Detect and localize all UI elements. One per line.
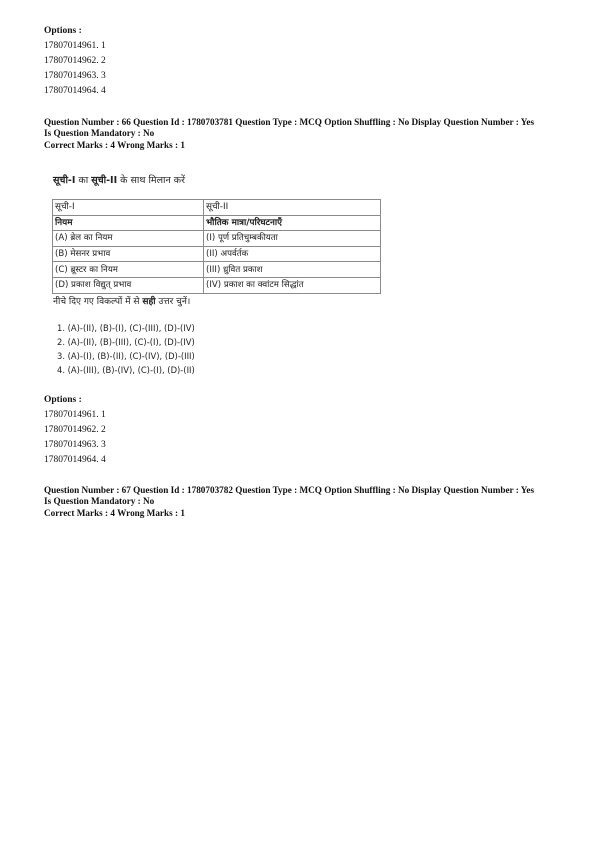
title-instruction: के साथ मिलान करें — [117, 175, 185, 186]
option-line: 17807014961. 1 — [44, 410, 106, 420]
option-line: 17807014963. 3 — [44, 71, 106, 81]
question-meta-line: Question Number : 67 Question Id : 1780703782 Question Type : MCQ Option Shuffling : No Display Question Number : Yes — [44, 485, 535, 495]
answer-instruction — [53, 294, 190, 307]
table-row — [53, 231, 381, 247]
table-cell: (II) अपर्वर्तक — [204, 246, 381, 262]
choice-item: 3. (A)-(I), (B)-(II), (C)-(IV), (D)-(III) — [57, 351, 195, 361]
table-cell: (C) ब्रूस्टर का नियम — [53, 262, 204, 278]
choice-item: 4. (A)-(III), (B)-(IV), (C)-(I), (D)-(II) — [57, 365, 195, 375]
option-line: 17807014962. 2 — [44, 425, 106, 435]
option-line: 17807014962. 2 — [44, 56, 106, 66]
table-cell: नियम — [53, 215, 204, 231]
table-row — [53, 215, 381, 231]
table-cell: (A) ब्रेल का नियम — [53, 231, 204, 247]
table-cell: (I) पूर्ण प्रतिचुम्बकीयता — [204, 231, 381, 247]
table-cell: (III) ध्रुवित प्रकाश — [204, 262, 381, 278]
table-row — [53, 200, 381, 216]
option-line: 17807014963. 3 — [44, 440, 106, 450]
question-mandatory: Is Question Mandatory : No — [44, 496, 155, 506]
question-marks: Correct Marks : 4 Wrong Marks : 1 — [44, 140, 185, 150]
table-cell: (D) प्रकाश विद्युत् प्रभाव — [53, 277, 204, 293]
instruction-text: नीचे दिए गए विकल्पों में से — [53, 297, 143, 307]
options-heading: Options : — [44, 26, 82, 36]
match-table — [52, 199, 381, 294]
table-cell: भौतिक मात्रा/परिघटनाएँ — [204, 215, 381, 231]
question-meta-line: Question Number : 66 Question Id : 1780703781 Question Type : MCQ Option Shuffling : No Display Question Number : Yes — [44, 117, 535, 127]
table-row — [53, 246, 381, 262]
instruction-emphasis: सही — [142, 297, 156, 307]
list-1-label: सूची-I — [53, 175, 76, 186]
option-line: 17807014964. 4 — [44, 86, 106, 96]
table-cell: (B) मेसनर प्रभाव — [53, 246, 204, 262]
table-cell: सूची-I — [53, 200, 204, 216]
title-connector: का — [75, 175, 92, 186]
option-line: 17807014964. 4 — [44, 455, 106, 465]
question-mandatory: Is Question Mandatory : No — [44, 128, 155, 138]
table-row — [53, 262, 381, 278]
option-line: 17807014961. 1 — [44, 41, 106, 51]
table-cell: (IV) प्रकाश का क्वांटम सिद्धांत — [204, 277, 381, 293]
choice-item: 2. (A)-(II), (B)-(III), (C)-(I), (D)-(IV) — [57, 337, 195, 347]
question-marks: Correct Marks : 4 Wrong Marks : 1 — [44, 508, 185, 518]
options-heading: Options : — [44, 395, 82, 405]
instruction-text: उत्तर चुनें। — [155, 297, 191, 307]
question-title — [53, 173, 185, 186]
table-cell: सूची-II — [204, 200, 381, 216]
table-row — [53, 277, 381, 293]
choice-item: 1. (A)-(II), (B)-(I), (C)-(III), (D)-(IV) — [57, 323, 195, 333]
list-2-label: सूची-II — [91, 175, 118, 186]
